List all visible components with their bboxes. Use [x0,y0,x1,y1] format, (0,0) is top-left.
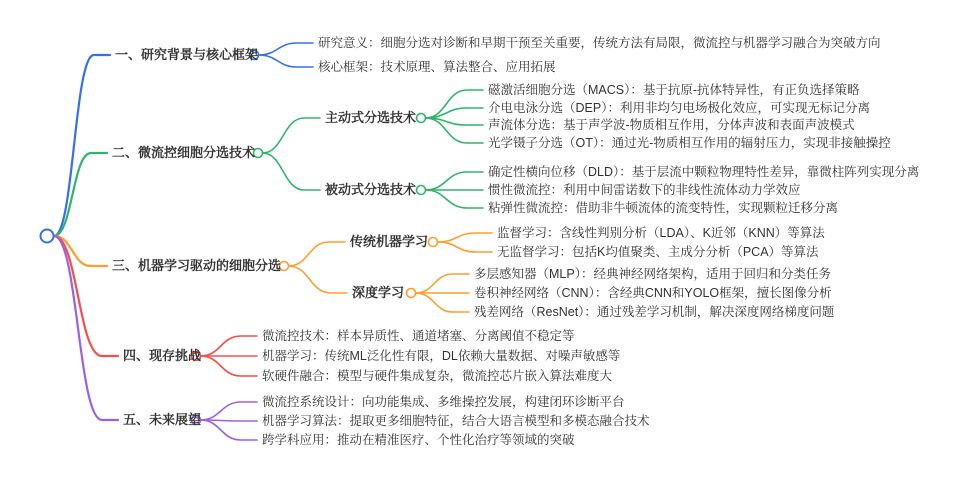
mindmap-link [426,190,484,208]
mindmap-link [201,356,258,376]
subbranch-label: 主动式分选技术 [325,110,417,125]
node-connector-circle[interactable] [417,186,426,195]
leaf-label: 多层感知器（MLP）：经典神经网络架构，适用于回归和分类任务 [474,267,831,281]
mindmap-link [289,242,346,266]
leaf-label: 软硬件融合：模型与硬件集成复杂，微流控芯片嵌入算法难度大 [262,369,613,383]
leaf-ml-challenges[interactable] [262,347,620,365]
mindmap-link [426,172,484,190]
leaf-hw-sw-integration[interactable] [262,367,612,385]
subbranch-traditional-ml[interactable] [350,233,427,251]
branch-ml-driven-sorting[interactable] [112,257,282,275]
leaf-label: 跨学科应用：推动在精准医疗、个性化治疗等领域的突破 [262,433,575,447]
branch-label: 二、微流控细胞分选技术 [112,145,256,160]
subbranch-deep-learning[interactable] [352,284,405,302]
leaf-interdisciplinary-applications[interactable] [262,431,575,449]
leaf-label: 核心框架：技术原理、算法整合、应用拓展 [318,60,556,74]
leaf-label: 确定性横向位移（DLD）：基于层流中颗粒物理特性差异，靠微柱阵列实现分离 [488,165,920,179]
node-connector-circle[interactable] [417,114,426,123]
leaf-supervised-learning[interactable] [497,224,825,242]
leaf-label: 声流体分选：基于声学波-物质相互作用，分体声波和表面声波模式 [488,118,855,132]
leaf-label: 惯性微流控：利用中间雷诺数下的非线性流体动力学效应 [488,183,801,197]
branch-challenges[interactable] [123,347,202,365]
subbranch-passive-sorting[interactable] [325,181,415,199]
mindmap-link [426,90,484,118]
node-connector-circle[interactable] [407,289,416,298]
leaf-label: 磁激活细胞分选（MACS）：基于抗原-抗体特异性，有正负选择策略 [488,83,860,97]
subbranch-label: 被动式分选技术 [325,182,417,197]
mindmap-link [426,108,484,118]
mindmap-link [438,242,493,252]
leaf-label: 监督学习：含线性判别分析（LDA）、K近邻（KNN）等算法 [497,226,825,240]
mindmap-link [263,118,321,153]
leaf-acoustofluidic-sorting[interactable] [488,116,855,134]
branch-label: 四、现存挑战 [123,348,202,363]
leaf-label: 光学镊子分选（OT）：通过光-物质相互作用的辐射压力，实现非接触操控 [488,136,891,150]
subbranch-label: 传统机器学习 [350,234,429,249]
mindmap-link [54,236,118,356]
leaf-microfluidic-challenges[interactable] [262,327,575,345]
mindmap-link [416,293,470,312]
mindmap-link [289,266,348,293]
mindmap-link [259,43,314,55]
leaf-label: 粘弹性微流控：借助非牛顿流体的流变特性，实现颗粒迁移分离 [488,201,839,215]
leaf-mlp[interactable] [474,265,831,283]
mindmap-link [201,420,258,440]
leaf-ml-algorithms[interactable] [262,412,650,430]
branch-label: 五、未来展望 [123,412,202,427]
branch-microfluidic-sorting[interactable] [112,144,256,162]
node-connector-circle[interactable] [429,238,438,247]
leaf-viscoelastic-microfluidics[interactable] [488,199,838,217]
leaf-resnet[interactable] [474,303,834,321]
mindmap-link [259,55,314,67]
leaf-core-framework[interactable] [318,58,556,76]
root-connector-circle[interactable] [41,230,54,243]
leaf-label: 机器学习算法：提取更多细胞特征，结合大语言模型和多模态融合技术 [262,414,650,428]
leaf-label: 残差网络（ResNet）：通过残差学习机制，解决深度网络梯度问题 [474,305,835,319]
leaf-label: 机器学习：传统ML泛化性有限，DL依赖大量数据、对噪声敏感等 [262,349,621,363]
leaf-label: 微流控系统设计：向功能集成、多维操控发展，构建闭环诊断平台 [262,395,625,409]
leaf-research-significance[interactable] [318,34,881,52]
branch-research-background[interactable] [115,46,259,64]
leaf-macs[interactable] [488,81,860,99]
mindmap-link [54,55,110,236]
branch-future-outlook[interactable] [123,411,202,429]
leaf-optical-tweezers[interactable] [488,134,891,152]
mindmap-link [438,233,493,242]
leaf-dep[interactable] [488,99,870,117]
leaf-microfluidic-system-design[interactable] [262,393,625,411]
mindmap-link [263,153,321,190]
mindmap-link [201,402,258,420]
leaf-label: 无监督学习：包括K均值聚类、主成分分析（PCA）等算法 [497,245,819,259]
branch-label: 三、机器学习驱动的细胞分选 [112,258,282,273]
mindmap-link [201,336,258,356]
leaf-unsupervised-learning[interactable] [497,243,819,261]
leaf-label: 研究意义：细胞分选对诊断和早期干预至关重要，传统方法有局限，微流控与机器学习融合为突破方向 [318,36,881,50]
mindmap-link [416,274,470,293]
leaf-label: 卷积神经网络（CNN）：含经典CNN和YOLO框架，擅长图像分析 [474,286,832,300]
branch-label: 一、研究背景与核心框架 [115,47,259,62]
leaf-cnn[interactable] [474,284,832,302]
leaf-label: 微流控技术：样本异质性、通道堵塞、分离阈值不稳定等 [262,329,575,343]
leaf-inertial-microfluidics[interactable] [488,181,801,199]
leaf-label: 介电电泳分选（DEP）：利用非均匀电场极化效应，可实现无标记分离 [488,101,870,115]
leaf-dld[interactable] [488,163,919,181]
mindmap-link [426,118,484,143]
subbranch-label: 深度学习 [352,285,405,300]
subbranch-active-sorting[interactable] [325,109,415,127]
